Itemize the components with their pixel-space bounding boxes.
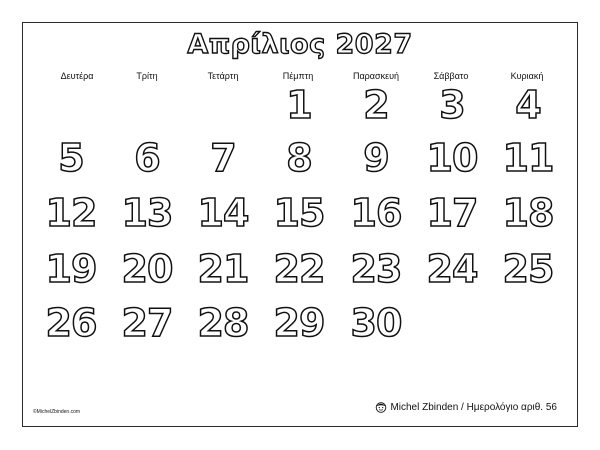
day-cell: 8 (286, 136, 312, 180)
day-cell: 1 (286, 83, 312, 127)
day-cell: 15 (273, 191, 325, 235)
day-cell: 11 (502, 136, 554, 180)
weekday-wednesday: Τετάρτη (207, 71, 239, 81)
day-cell: 9 (363, 136, 389, 180)
day-cell: 29 (273, 301, 325, 345)
website-credit: ©MichelZbinden.com (33, 409, 81, 415)
weekday-monday: Δευτέρα (60, 71, 94, 81)
day-cell: 22 (273, 247, 325, 291)
day-cell: 6 (134, 136, 160, 180)
day-cell: 24 (426, 247, 478, 291)
weekday-thursday: Πέμπτη (282, 71, 314, 81)
weekday-tuesday: Τρίτη (136, 71, 158, 81)
calendar-title: Απρίλιος 2027 (187, 29, 413, 60)
weekday-sunday: Κυριακή (510, 71, 544, 81)
day-cell: 12 (45, 191, 97, 235)
day-cell: 7 (210, 136, 236, 180)
day-cell: 5 (58, 136, 84, 180)
day-cell: 19 (45, 247, 97, 291)
day-cell: 28 (197, 301, 249, 345)
calendar-page (22, 22, 578, 427)
day-cell: 27 (121, 301, 173, 345)
day-cell: 20 (121, 247, 173, 291)
day-cell: 4 (515, 83, 541, 127)
day-cell: 10 (426, 136, 478, 180)
weekday-friday: Παρασκευή (352, 71, 400, 81)
day-cell: 14 (197, 191, 249, 235)
day-cell: 23 (350, 247, 402, 291)
day-cell: 3 (439, 83, 465, 127)
day-cell: 25 (502, 247, 554, 291)
day-cell: 30 (350, 301, 402, 345)
day-cell: 17 (426, 191, 478, 235)
day-cell: 26 (45, 301, 97, 345)
day-cell: 16 (350, 191, 402, 235)
day-cell: 13 (121, 191, 173, 235)
author-credit-label: Michel Zbinden / Ημερολόγιο αριθ. 56 (390, 401, 557, 413)
author-credit (375, 400, 557, 414)
day-cell: 2 (363, 83, 389, 127)
day-cell: 18 (502, 191, 554, 235)
author-face-icon (375, 401, 387, 413)
weekday-saturday: Σάββατο (433, 71, 469, 81)
day-cell: 21 (197, 247, 249, 291)
